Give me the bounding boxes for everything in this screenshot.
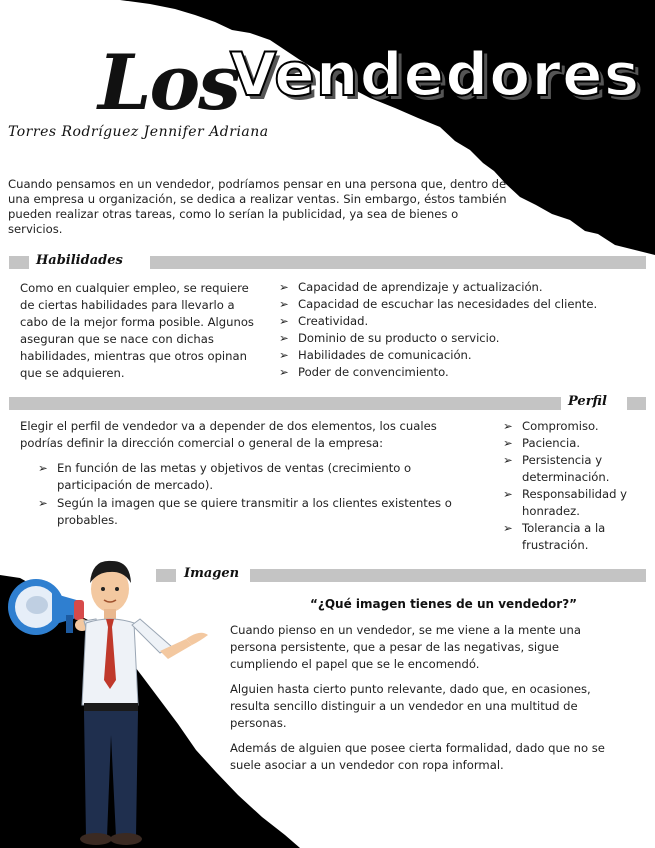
imagen-heading: Imagen — [180, 566, 243, 581]
arrow-bullet-icon: ➢ — [279, 280, 289, 294]
list-item: ➢ En función de las metas y objetivos de ventas (crecimiento o participación de mercado). — [38, 461, 412, 492]
author-name: Torres Rodríguez Jennifer Adriana — [8, 124, 269, 140]
habilidades-list — [279, 279, 649, 381]
list-item: ➢ Capacidad de escuchar las necesidades del cliente. — [279, 297, 598, 311]
arrow-bullet-icon: ➢ — [279, 348, 289, 362]
section-bar-left — [9, 256, 29, 269]
arrow-bullet-icon: ➢ — [503, 487, 513, 501]
arrow-bullet-icon: ➢ — [503, 453, 513, 467]
list-item: ➢ Tolerancia a la frustración. — [503, 521, 606, 552]
megaphone-icon — [8, 579, 84, 635]
section-bar-right — [627, 397, 646, 410]
imagen-question: “¿Qué imagen tienes de un vendedor?” — [310, 597, 578, 611]
habilidades-heading: Habilidades — [32, 253, 127, 268]
perfil-list — [503, 418, 643, 554]
arrow-bullet-icon: ➢ — [279, 297, 289, 311]
arrow-bullet-icon: ➢ — [503, 419, 513, 433]
arrow-bullet-icon: ➢ — [279, 331, 289, 345]
section-bar-right — [250, 569, 646, 582]
list-item: ➢ Dominio de su producto o servicio. — [279, 331, 500, 345]
arrow-bullet-icon: ➢ — [38, 496, 48, 510]
perfil-heading: Perfil — [564, 394, 611, 409]
imagen-paragraph-3: Además de alguien que posee cierta formalidad, dado que no se suele asociar a un vendedor con ropa informal. — [230, 741, 605, 772]
intro-paragraph: Cuando pensamos en un vendedor, podríamos pensar en una persona que, dentro de una empresa u organización, se dedica a realizar ventas. Sin embargo, éstos también pueden realizar otras tareas, como lo serían la publicidad, ya sea de bienes o servicios. — [8, 177, 507, 236]
perfil-sublist — [38, 460, 478, 529]
page-title: Vendedores — [230, 40, 641, 110]
section-bar-left — [9, 397, 561, 410]
list-item: ➢ Capacidad de aprendizaje y actualización. — [279, 280, 543, 294]
arrow-bullet-icon: ➢ — [503, 521, 513, 535]
imagen-paragraph-2: Alguien hasta cierto punto relevante, dado que, en ocasiones, resulta sencillo distinguir a un vendedor en una multitud de personas. — [230, 682, 591, 730]
salesman-illustration — [0, 555, 225, 848]
habilidades-paragraph: Como en cualquier empleo, se requiere de ciertas habilidades para llevarlo a cabo de la mejor forma posible. Algunos aseguran que se nace con dichas habilidades, mientras que otros opinan que se adquieren. — [20, 281, 254, 380]
section-bar-right — [150, 256, 646, 269]
list-item: ➢ Persistencia y determinación. — [503, 453, 610, 484]
list-item: ➢ Creatividad. — [279, 314, 369, 328]
list-item: ➢ Paciencia. — [503, 436, 581, 450]
title-prefix: Los — [98, 38, 239, 127]
list-item: ➢ Habilidades de comunicación. — [279, 348, 472, 362]
list-item: ➢ Poder de convencimiento. — [279, 365, 449, 379]
list-item: ➢ Según la imagen que se quiere transmitir a los clientes existentes o probables. — [38, 496, 452, 527]
arrow-bullet-icon: ➢ — [38, 461, 48, 475]
list-item: ➢ Responsabilidad y honradez. — [503, 487, 628, 518]
imagen-paragraph-1: Cuando pienso en un vendedor, se me viene a la mente una persona persistente, que a pesar de las negativas, sigue cumpliendo el papel que se le encomendó. — [230, 623, 581, 671]
arrow-bullet-icon: ➢ — [279, 314, 289, 328]
list-item: ➢ Compromiso. — [503, 419, 599, 433]
perfil-paragraph: Elegir el perfil de vendedor va a depender de dos elementos, los cuales podrías definir la dirección comercial o general de la empresa: — [20, 419, 437, 450]
arrow-bullet-icon: ➢ — [279, 365, 289, 379]
arrow-bullet-icon: ➢ — [503, 436, 513, 450]
